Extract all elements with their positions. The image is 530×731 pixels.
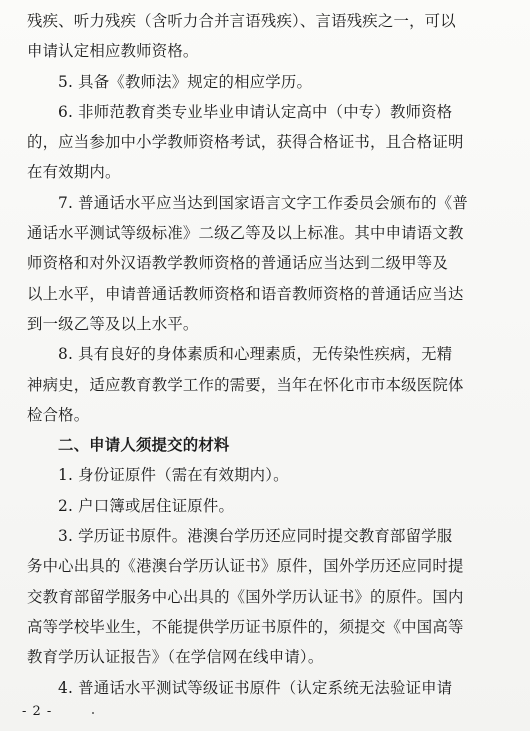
section-heading: 二、申请人须提交的材料 bbox=[58, 436, 230, 455]
text-line: 通话水平测试等级标准》二级乙等及以上标准。其中申请语文教 bbox=[27, 224, 464, 243]
material-item-1: 1. 身份证原件（需在有效期内）。 bbox=[58, 466, 289, 485]
text-line: 的，应当参加中小学教师资格考试，获得合格证书，且合格证明 bbox=[27, 133, 464, 152]
text-line: 交教育部留学服务中心出具的《国外学历认证书》的原件。国内 bbox=[27, 587, 464, 606]
requirement-item-8: 8. 具有良好的身体素质和心理素质，无传染性疾病，无精 bbox=[58, 345, 453, 364]
requirement-item-7: 7. 普通话水平应当达到国家语言文字工作委员会颁布的《普 bbox=[58, 193, 468, 212]
text-line: 务中心出具的《港澳台学历认证书》原件，国外学历还应同时提 bbox=[27, 557, 464, 576]
material-item-2: 2. 户口簿或居住证原件。 bbox=[58, 496, 235, 515]
material-item-4: 4. 普通话水平测试等级证书原件（认定系统无法验证申请 bbox=[58, 678, 453, 697]
requirement-item-6: 6. 非师范教育类专业毕业申请认定高中（中专）教师资格 bbox=[58, 102, 453, 121]
text-line: 到一级乙等及以上水平。 bbox=[27, 314, 199, 333]
text-line: 检合格。 bbox=[27, 405, 90, 424]
text-line: 在有效期内。 bbox=[27, 163, 121, 182]
document-body bbox=[27, 6, 505, 703]
text-line: 残疾、听力残疾（含听力合并言语残疾）、言语残疾之一，可以 bbox=[27, 12, 456, 30]
text-line: 师资格和对外汉语教学教师资格的普通话应当达到二级甲等及 bbox=[27, 254, 448, 273]
text-line: 申请认定相应教师资格。 bbox=[27, 42, 199, 61]
text-line: 神病史，适应教育教学工作的需要，当年在怀化市市本级医院体 bbox=[27, 375, 464, 394]
scan-speck bbox=[92, 712, 94, 714]
text-line: 教育学历认证报告》（在学信网在线申请）。 bbox=[27, 648, 324, 667]
page-number: - 2 - bbox=[22, 704, 53, 719]
text-line: 高等学校毕业生，不能提供学历证书原件的，须提交《中国高等 bbox=[27, 617, 464, 636]
material-item-3: 3. 学历证书原件。港澳台学历还应同时提交教育部留学服 bbox=[58, 527, 453, 546]
text-line: 以上水平，申请普通话教师资格和语音教师资格的普通话应当达 bbox=[27, 284, 464, 303]
requirement-item-5: 5. 具备《教师法》规定的相应学历。 bbox=[58, 72, 313, 91]
